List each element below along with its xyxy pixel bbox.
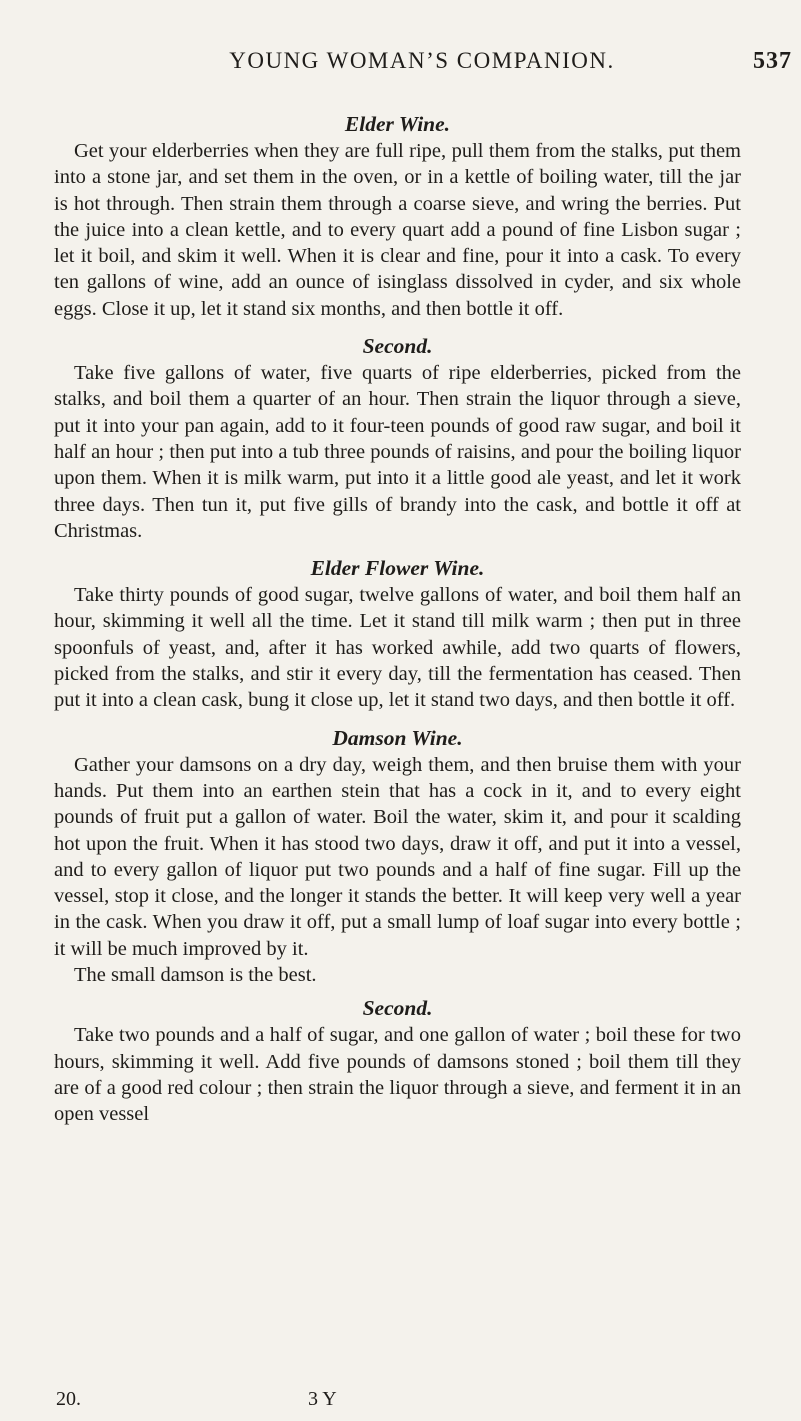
elder-wine-title: Elder Wine. (344, 112, 451, 136)
elder-flower-wine-recipe: Take thirty pounds of good sugar, twelve gallons of water, and boil them half an hour, skimming it well all the time. Let it stand till milk warm ; then put in three spoonfuls of yeast, and, after it has worked awhile, add two quarts of flowers, picked from the stalks, and stir it every day, till the fermentation has ceased. Then put it into a clean cask, bung it close up, let it stand two days, and then bottle it off. (54, 584, 741, 712)
page-number: 537 (753, 48, 792, 74)
elder-wine-recipe: Get your elderberries when they are full ripe, pull them from the stalks, put them into a stone jar, and set them in the oven, or in a kettle of boiling water, till the jar is hot through. Then strain them through a coarse sieve, and wring the berries. Put the juice into a clean kettle, and to every quart add a pound of fine Lisbon sugar ; let it boil, and skim it well. When it is clear and fine, pour it into a cask. To every ten gallons of wine, add an ounce of isinglass dissolved in cyder, and six whole eggs. Close it up, let it stand six months, and then bottle it off. (54, 140, 741, 320)
damson-wine-title: Damson Wine. (332, 725, 463, 750)
section-spacer (54, 714, 741, 724)
page-footer (54, 1388, 741, 1416)
section-spacer (54, 544, 741, 554)
section-spacer (54, 322, 741, 332)
damson-wine-recipe: Gather your damsons on a dry day, weigh them, and then bruise them with your hands. Put them into an earthen stein that has a cock in it, and to every eight pounds of fruit put a gallon of water. Boil the water, skim it, and pour it scalding hot upon the fruit. When it has stood two days, draw it off, and put it into a vessel, and to every gallon of liquor put two pounds and a half of fine sugar. Fill up the vessel, stop it close, and the longer it stands the better. It will keep very well a year in the cask. When you draw it off, put a small lump of loaf sugar into every bottle ; it will be much improved by it. (54, 753, 741, 960)
elder-wine-second-recipe: Take five gallons of water, five quarts of ripe elderberries, picked from the stalks, and boil them a quarter of an hour. Then strain the liquor through a sieve, put it into your pan again, add to it four-teen pounds of good raw sugar, and boil it half an hour ; then put into a tub three pounds of raisins, and pour the boiling liquor upon them. When it is milk warm, put into it a little good ale yeast, and let it work three days. Then tun it, put five gills of brandy into the cask, and bottle it off at Christmas. (54, 362, 741, 542)
page-content (54, 110, 741, 1128)
signature-mark: 3 Y (308, 1388, 337, 1410)
elder-flower-wine-title: Elder Flower Wine. (310, 556, 485, 581)
damson-wine-second-recipe: Take two pounds and a half of sugar, and one gallon of water ; boil these for two hours, skimming it well. Add five pounds of damsons stoned ; boil them till they are of a good red colour ; then strain the liquor through a sieve, and ferment it in an open vessel (54, 1024, 741, 1126)
signature-number: 20. (56, 1388, 81, 1410)
elder-wine-second-title: Second. (362, 334, 433, 359)
damson-wine-second-title: Second. (362, 996, 433, 1021)
running-title: YOUNG WOMAN’S COMPANION. (229, 48, 615, 73)
running-head (50, 48, 794, 82)
damson-wine-note: The small damson is the best. (74, 964, 317, 987)
